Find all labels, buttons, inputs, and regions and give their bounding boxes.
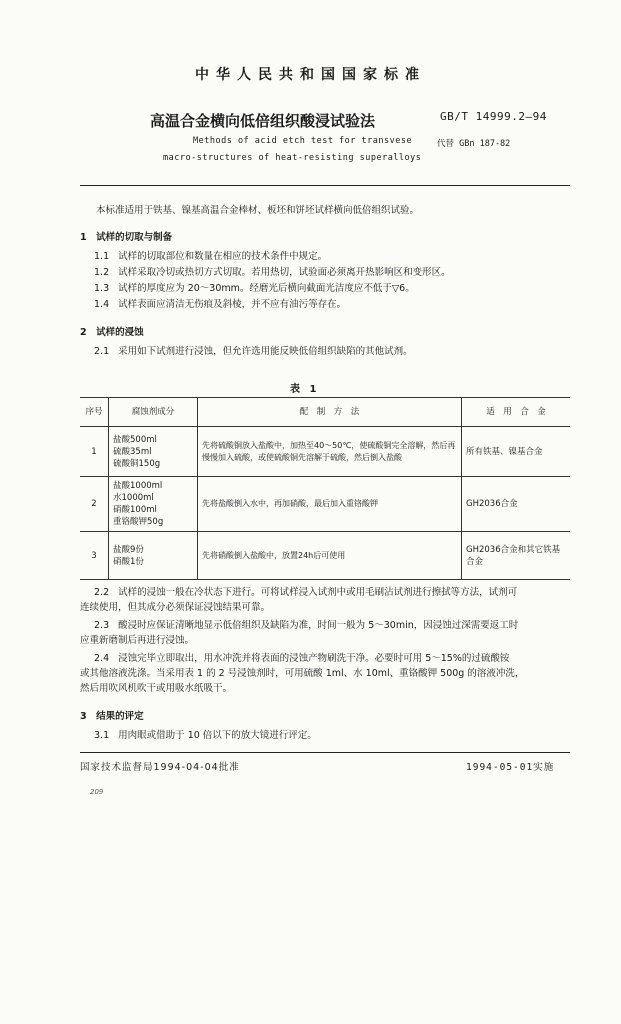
clause-text: 浸蚀完毕立即取出，用水冲洗并将表面的浸蚀产物刷洗干净。必要时可用 5～15%的过硫酸铵 xyxy=(118,653,510,664)
alloy-cell: 所有铁基、镍基合金 xyxy=(462,427,571,477)
clause-text: 试样表面应清洁无伤痕及斜棱，并不应有油污等存在。 xyxy=(118,299,347,310)
method-cell: 先将硝酸倒入盐酸中，放置24h后可使用 xyxy=(198,532,462,580)
clause-number: 1.3 xyxy=(94,283,110,294)
clause-2-3-cont: 应重新磨制后再进行浸蚀。 xyxy=(80,635,195,646)
table-row xyxy=(80,532,570,580)
section-1-heading: 1 试样的切取与制备 xyxy=(80,232,173,243)
clause-text: 试样的浸蚀一般在冷状态下进行。可将试样浸入试剂中或用毛刷沾试剂进行擦拭等方法，试剂可 xyxy=(118,587,518,598)
clause-2-4-cont2: 然后用吹风机吹干或用吸水纸吸干。 xyxy=(80,683,233,694)
col-header-composition: 腐蚀剂成分 xyxy=(109,398,198,427)
clause-number: 1.2 xyxy=(94,267,110,278)
section-3-heading: 3 结果的评定 xyxy=(80,711,144,722)
alloy-cell: GH2036合金 xyxy=(462,477,571,532)
clause-2-3 xyxy=(94,619,518,632)
approval-date: 国家技术监督局1994-04-04批准 xyxy=(80,762,240,773)
implementation-date: 1994-05-01实施 xyxy=(466,762,555,773)
clause-text: 酸浸时应保证清晰地显示低倍组织及缺陷为准，时间一般为 5～30min，因浸蚀过深需要返工时 xyxy=(118,620,519,631)
row-number: 1 xyxy=(80,427,109,477)
table-row xyxy=(80,427,570,477)
english-title-line2: macro-structures of heat-resisting superalloys xyxy=(163,153,422,163)
clause-2-2 xyxy=(94,586,517,599)
page-number: 209 xyxy=(90,788,104,796)
english-title-line1: Methods of acid etch test for transvese xyxy=(193,136,413,146)
replaces-standard: 代替 GBn 187-82 xyxy=(437,139,511,149)
row-number: 3 xyxy=(80,532,109,580)
footer-divider xyxy=(80,752,570,753)
document-title: 高温合金横向低倍组织酸浸试验法 xyxy=(150,112,376,130)
col-header-no: 序号 xyxy=(80,398,109,427)
clause-number: 1.1 xyxy=(94,251,110,262)
clause-text: 采用如下试剂进行浸蚀，但允许选用能反映低倍组织缺陷的其他试剂。 xyxy=(118,346,413,357)
composition-cell: 盐酸9份 硝酸1份 xyxy=(109,532,198,580)
clause-text: 试样的厚度应为 20～30mm。经磨光后横向截面光洁度应不低于▽6。 xyxy=(118,283,415,294)
standard-number: GB/T 14999.2—94 xyxy=(440,110,547,123)
method-cell: 先将盐酸倒入水中，再加硝酸，最后加入重铬酸钾 xyxy=(198,477,462,532)
clause-text: 试样采取冷切或热切方式切取。若用热切，试验面必须离开热影响区和变形区。 xyxy=(118,267,451,278)
clause-number: 1.4 xyxy=(94,299,110,310)
table-caption: 表 1 xyxy=(290,384,320,395)
clause-2-2-cont: 连续使用，但其成分必须保证浸蚀结果可靠。 xyxy=(80,602,271,613)
clause-1-2 xyxy=(94,266,451,279)
clause-number: 2.4 xyxy=(94,653,110,664)
clause-1-1 xyxy=(94,250,327,263)
clause-2-4-cont1: 或其他溶液洗涤。当采用表 1 的 2 号浸蚀剂时，可用硫酸 1ml、水 10ml、重铬酸钾 500g 的溶液冲洗， xyxy=(80,668,525,679)
col-header-method: 配 制 方 法 xyxy=(198,398,462,427)
clause-1-3 xyxy=(94,282,415,295)
etchant-table xyxy=(80,397,570,580)
clause-1-4 xyxy=(94,298,346,311)
composition-cell: 盐酸500ml 硫酸35ml 硫酸铜150g xyxy=(109,427,198,477)
section-2-heading: 2 试样的浸蚀 xyxy=(80,327,144,338)
alloy-cell: GH2036合金和其它铁基合金 xyxy=(462,532,571,580)
national-standard-banner: 中华人民共和国国家标准 xyxy=(195,67,426,83)
col-header-alloy: 适 用 合 金 xyxy=(462,398,571,427)
clause-3-1 xyxy=(94,729,317,742)
clause-text: 用肉眼或借助于 10 倍以下的放大镜进行评定。 xyxy=(118,730,317,741)
composition-cell: 盐酸1000ml 水1000ml 硝酸100ml 重铬酸钾50g xyxy=(109,477,198,532)
table-header-row xyxy=(80,398,570,427)
clause-2-1 xyxy=(94,345,413,358)
row-number: 2 xyxy=(80,477,109,532)
clause-number: 3.1 xyxy=(94,730,110,741)
clause-text: 试样的切取部位和数量在相应的技术条件中规定。 xyxy=(118,251,328,262)
clause-2-4 xyxy=(94,652,509,665)
table-row xyxy=(80,477,570,532)
scope-paragraph: 本标准适用于铁基、镍基高温合金棒材、板坯和饼坯试样横向低倍组织试验。 xyxy=(96,205,420,216)
clause-number: 2.3 xyxy=(94,620,110,631)
header-divider xyxy=(80,185,570,186)
method-cell: 先将硫酸铜放入盐酸中，加热至40～50℃，使硫酸铜完全溶解，然后再慢慢加入硫酸，或使硫酸铜先溶解于硫酸，然后倒入盐酸 xyxy=(198,427,462,477)
clause-number: 2.2 xyxy=(94,587,110,598)
clause-number: 2.1 xyxy=(94,346,110,357)
